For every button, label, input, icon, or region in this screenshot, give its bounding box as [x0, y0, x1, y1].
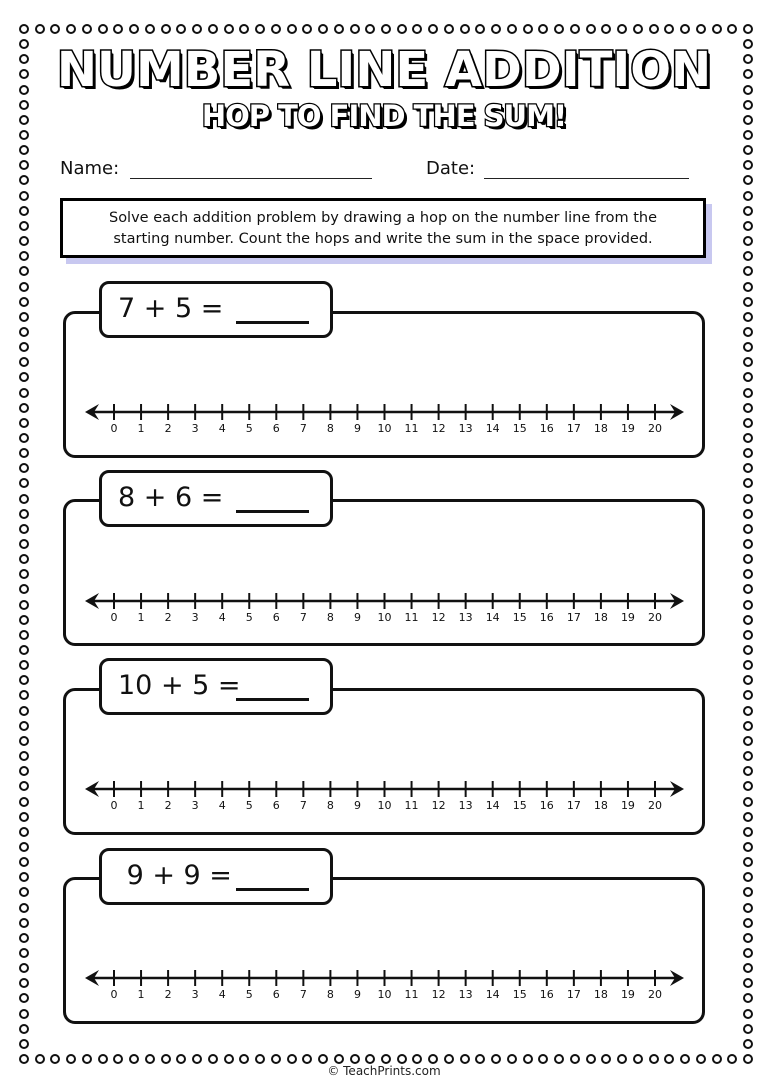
date-label: Date: — [426, 158, 476, 179]
tick-label: 15 — [512, 422, 527, 435]
tick-label: 15 — [512, 799, 527, 812]
border-dot — [444, 1054, 454, 1064]
border-dot — [176, 1054, 186, 1064]
border-dot — [192, 24, 202, 34]
border-dot — [743, 509, 753, 519]
border-dot — [743, 706, 753, 716]
border-dot — [19, 645, 29, 655]
tick-label: 14 — [485, 799, 500, 812]
border-dot — [19, 282, 29, 292]
border-dot — [19, 918, 29, 928]
tick-label: 18 — [593, 422, 608, 435]
number-line[interactable] — [0, 968, 768, 1018]
instructions-line-1: Solve each addition problem by drawing a hop on the number line from the — [108, 210, 657, 226]
border-dot — [66, 24, 76, 34]
tick-label: 1 — [137, 611, 145, 624]
border-dot — [19, 372, 29, 382]
tick-label: 17 — [566, 988, 581, 1001]
border-dot — [570, 1054, 580, 1064]
border-dot — [743, 342, 753, 352]
tick-label: 7 — [299, 799, 307, 812]
tick-label: 9 — [353, 611, 361, 624]
border-dot — [523, 24, 533, 34]
tick-label: 3 — [191, 611, 199, 624]
tick-label: 17 — [566, 422, 581, 435]
border-dot — [601, 24, 611, 34]
border-dot — [743, 645, 753, 655]
border-dot — [287, 24, 297, 34]
tick-label: 4 — [218, 799, 226, 812]
border-dot — [19, 842, 29, 852]
border-dot — [19, 766, 29, 776]
border-dot — [743, 282, 753, 292]
border-dot — [255, 1054, 265, 1064]
border-dot — [554, 24, 564, 34]
border-dot — [412, 24, 422, 34]
border-dot — [239, 24, 249, 34]
border-dot — [586, 24, 596, 34]
tick-label: 10 — [377, 988, 392, 1001]
border-dot — [743, 887, 753, 897]
equation-label — [99, 470, 333, 527]
tick-label: 3 — [191, 988, 199, 1001]
border-dot — [743, 372, 753, 382]
border-dot — [19, 478, 29, 488]
tick-label: 11 — [404, 988, 419, 1001]
tick-label: 2 — [164, 422, 172, 435]
border-dot — [113, 24, 123, 34]
tick-label: 13 — [458, 799, 473, 812]
border-dot — [633, 24, 643, 34]
equation-text: 9 + 9 = — [118, 860, 232, 891]
equation-label — [99, 658, 333, 715]
border-dot — [129, 24, 139, 34]
tick-label: 13 — [458, 611, 473, 624]
border-dot — [19, 388, 29, 398]
border-dot — [680, 24, 690, 34]
border-dot — [19, 872, 29, 882]
border-dot — [271, 24, 281, 34]
border-dot — [727, 24, 737, 34]
copyright-footer: © TeachPrints.com — [327, 1064, 441, 1078]
border-dot — [192, 1054, 202, 1064]
tick-label: 1 — [137, 988, 145, 1001]
tick-label: 15 — [512, 988, 527, 1001]
border-dot — [35, 24, 45, 34]
border-dot — [743, 145, 753, 155]
border-dot — [50, 24, 60, 34]
border-dot — [35, 1054, 45, 1064]
border-dot — [19, 721, 29, 731]
tick-label: 9 — [353, 988, 361, 1001]
name-label: Name: — [60, 158, 120, 179]
border-dot — [350, 1054, 360, 1064]
border-dot — [460, 1054, 470, 1064]
border-dot — [743, 175, 753, 185]
border-dot — [129, 1054, 139, 1064]
border-dot — [161, 24, 171, 34]
instructions-line-2: starting number. Count the hops and write the sum in the space provided. — [113, 231, 653, 247]
border-dot — [743, 478, 753, 488]
tick-label: 5 — [245, 799, 253, 812]
border-dot — [743, 357, 753, 367]
number-line[interactable] — [0, 779, 768, 829]
tick-label: 17 — [566, 611, 581, 624]
border-dot — [664, 1054, 674, 1064]
border-dot — [743, 903, 753, 913]
tick-label: 8 — [326, 988, 334, 1001]
tick-label: 0 — [110, 422, 118, 435]
border-dot — [19, 297, 29, 307]
tick-label: 19 — [620, 422, 635, 435]
border-dot — [743, 766, 753, 776]
tick-label: 20 — [648, 988, 662, 1001]
border-dot — [712, 1054, 722, 1064]
border-dot — [50, 1054, 60, 1064]
tick-label: 5 — [245, 422, 253, 435]
instructions-box — [60, 198, 706, 258]
border-dot — [19, 1024, 29, 1034]
tick-label: 2 — [164, 799, 172, 812]
equation-label — [99, 281, 333, 338]
tick-label: 12 — [431, 988, 446, 1001]
border-dot — [98, 24, 108, 34]
border-dot — [743, 266, 753, 276]
border-dot — [743, 933, 753, 943]
border-dot — [113, 1054, 123, 1064]
answer-blank[interactable] — [236, 510, 309, 513]
border-dot — [287, 1054, 297, 1064]
tick-label: 17 — [566, 799, 581, 812]
border-dot — [523, 1054, 533, 1064]
border-dot — [743, 388, 753, 398]
border-dot — [19, 524, 29, 534]
border-dot — [19, 342, 29, 352]
equation-text: 8 + 6 = — [118, 482, 224, 513]
border-dot — [19, 206, 29, 216]
tick-label: 16 — [539, 422, 554, 435]
tick-label: 4 — [218, 611, 226, 624]
border-dot — [19, 660, 29, 670]
tick-label: 13 — [458, 422, 473, 435]
tick-label: 18 — [593, 799, 608, 812]
border-dot — [743, 660, 753, 670]
tick-label: 10 — [377, 611, 392, 624]
border-dot — [19, 751, 29, 761]
border-dot — [19, 175, 29, 185]
border-dot — [145, 24, 155, 34]
border-dot — [743, 251, 753, 261]
tick-label: 9 — [353, 799, 361, 812]
border-dot — [743, 721, 753, 731]
border-dot — [538, 1054, 548, 1064]
tick-label: 18 — [593, 988, 608, 1001]
border-dot — [743, 236, 753, 246]
border-dot — [743, 675, 753, 685]
worksheet-title: NUMBER LINE ADDITION — [56, 42, 712, 98]
tick-label: 4 — [218, 988, 226, 1001]
tick-label: 9 — [353, 422, 361, 435]
answer-blank[interactable] — [236, 321, 309, 324]
border-dot — [712, 24, 722, 34]
border-dot — [19, 145, 29, 155]
border-dot — [224, 24, 234, 34]
border-dot — [475, 1054, 485, 1064]
answer-blank[interactable] — [236, 698, 309, 701]
border-dot — [743, 872, 753, 882]
tick-label: 7 — [299, 422, 307, 435]
tick-label: 0 — [110, 988, 118, 1001]
border-dot — [19, 1039, 29, 1049]
tick-label: 10 — [377, 799, 392, 812]
border-dot — [428, 24, 438, 34]
border-dot — [19, 887, 29, 897]
tick-label: 7 — [299, 988, 307, 1001]
tick-label: 6 — [272, 611, 280, 624]
border-dot — [460, 24, 470, 34]
border-dot — [743, 539, 753, 549]
border-dot — [601, 1054, 611, 1064]
tick-label: 12 — [431, 422, 446, 435]
tick-label: 13 — [458, 988, 473, 1001]
border-dot — [365, 24, 375, 34]
tick-label: 20 — [648, 799, 662, 812]
equation-label — [99, 848, 333, 905]
border-dot — [743, 191, 753, 201]
border-dot — [743, 24, 753, 34]
border-dot — [397, 1054, 407, 1064]
border-dot — [412, 1054, 422, 1064]
border-dot — [664, 24, 674, 34]
border-dot — [302, 24, 312, 34]
tick-label: 8 — [326, 799, 334, 812]
border-dot — [19, 266, 29, 276]
tick-label: 14 — [485, 422, 500, 435]
number-line[interactable] — [0, 402, 768, 452]
border-dot — [743, 327, 753, 337]
border-dot — [680, 1054, 690, 1064]
tick-label: 14 — [485, 988, 500, 1001]
border-dot — [19, 857, 29, 867]
border-dot — [302, 1054, 312, 1064]
tick-label: 5 — [245, 988, 253, 1001]
tick-label: 11 — [404, 422, 419, 435]
border-dot — [318, 1054, 328, 1064]
border-dot — [743, 842, 753, 852]
border-dot — [19, 569, 29, 579]
border-dot — [696, 24, 706, 34]
tick-label: 19 — [620, 799, 635, 812]
answer-blank[interactable] — [236, 888, 309, 891]
border-dot — [19, 327, 29, 337]
border-dot — [98, 1054, 108, 1064]
border-dot — [743, 948, 753, 958]
number-line[interactable] — [0, 591, 768, 641]
border-dot — [743, 736, 753, 746]
border-dot — [19, 736, 29, 746]
border-dot — [538, 24, 548, 34]
border-dot — [743, 569, 753, 579]
border-dot — [491, 1054, 501, 1064]
border-dot — [617, 24, 627, 34]
border-dot — [145, 1054, 155, 1064]
tick-label: 11 — [404, 611, 419, 624]
tick-label: 18 — [593, 611, 608, 624]
border-dot — [19, 24, 29, 34]
border-dot — [743, 221, 753, 231]
border-dot — [633, 1054, 643, 1064]
tick-label: 14 — [485, 611, 500, 624]
border-dot — [743, 1054, 753, 1064]
border-dot — [743, 1024, 753, 1034]
border-dot — [696, 1054, 706, 1064]
border-dot — [649, 24, 659, 34]
tick-label: 12 — [431, 799, 446, 812]
tick-label: 8 — [326, 611, 334, 624]
border-dot — [743, 1039, 753, 1049]
tick-label: 16 — [539, 611, 554, 624]
tick-label: 8 — [326, 422, 334, 435]
tick-label: 16 — [539, 988, 554, 1001]
border-dot — [224, 1054, 234, 1064]
tick-label: 0 — [110, 799, 118, 812]
border-dot — [743, 690, 753, 700]
border-dot — [19, 706, 29, 716]
tick-label: 19 — [620, 988, 635, 1001]
border-dot — [727, 1054, 737, 1064]
border-dot — [19, 690, 29, 700]
border-dot — [19, 903, 29, 913]
border-dot — [19, 463, 29, 473]
equation-text: 10 + 5 = — [118, 670, 241, 701]
border-dot — [491, 24, 501, 34]
border-dot — [19, 160, 29, 170]
border-dot — [649, 1054, 659, 1064]
tick-label: 2 — [164, 611, 172, 624]
name-field[interactable] — [130, 178, 372, 179]
border-dot — [334, 24, 344, 34]
border-dot — [255, 24, 265, 34]
tick-label: 19 — [620, 611, 635, 624]
tick-label: 7 — [299, 611, 307, 624]
tick-label: 6 — [272, 799, 280, 812]
border-dot — [19, 509, 29, 519]
border-dot — [318, 24, 328, 34]
border-dot — [19, 675, 29, 685]
border-dot — [743, 160, 753, 170]
tick-label: 20 — [648, 611, 662, 624]
border-dot — [66, 1054, 76, 1064]
date-field[interactable] — [484, 178, 689, 179]
border-dot — [19, 221, 29, 231]
tick-label: 3 — [191, 799, 199, 812]
tick-label: 11 — [404, 799, 419, 812]
border-dot — [19, 191, 29, 201]
border-dot — [743, 206, 753, 216]
border-dot — [161, 1054, 171, 1064]
border-dot — [507, 1054, 517, 1064]
tick-label: 1 — [137, 422, 145, 435]
tick-label: 4 — [218, 422, 226, 435]
border-dot — [381, 24, 391, 34]
worksheet-subtitle: HOP TO FIND THE SUM! — [201, 99, 567, 133]
border-dot — [365, 1054, 375, 1064]
border-dot — [19, 357, 29, 367]
tick-label: 10 — [377, 422, 392, 435]
border-dot — [743, 751, 753, 761]
border-dot — [743, 524, 753, 534]
border-dot — [19, 554, 29, 564]
border-dot — [743, 463, 753, 473]
border-dot — [19, 251, 29, 261]
tick-label: 0 — [110, 611, 118, 624]
border-dot — [586, 1054, 596, 1064]
border-dot — [208, 24, 218, 34]
tick-label: 5 — [245, 611, 253, 624]
border-dot — [743, 312, 753, 322]
tick-label: 15 — [512, 611, 527, 624]
border-dot — [570, 24, 580, 34]
equation-text: 7 + 5 = — [118, 293, 224, 324]
border-dot — [334, 1054, 344, 1064]
border-dot — [19, 1054, 29, 1064]
border-dot — [428, 1054, 438, 1064]
tick-label: 20 — [648, 422, 662, 435]
border-dot — [475, 24, 485, 34]
tick-label: 1 — [137, 799, 145, 812]
border-dot — [617, 1054, 627, 1064]
border-dot — [507, 24, 517, 34]
border-dot — [381, 1054, 391, 1064]
border-dot — [82, 1054, 92, 1064]
border-dot — [350, 24, 360, 34]
tick-label: 12 — [431, 611, 446, 624]
border-dot — [743, 297, 753, 307]
border-dot — [19, 494, 29, 504]
border-dot — [82, 24, 92, 34]
border-dot — [19, 933, 29, 943]
border-dot — [19, 948, 29, 958]
border-dot — [743, 554, 753, 564]
border-dot — [19, 312, 29, 322]
border-dot — [554, 1054, 564, 1064]
border-dot — [239, 1054, 249, 1064]
tick-label: 2 — [164, 988, 172, 1001]
tick-label: 6 — [272, 988, 280, 1001]
border-dot — [176, 24, 186, 34]
border-dot — [19, 539, 29, 549]
tick-label: 3 — [191, 422, 199, 435]
border-dot — [444, 24, 454, 34]
border-dot — [208, 1054, 218, 1064]
tick-label: 16 — [539, 799, 554, 812]
border-dot — [743, 918, 753, 928]
border-dot — [271, 1054, 281, 1064]
border-dot — [743, 494, 753, 504]
border-dot — [19, 236, 29, 246]
border-dot — [743, 857, 753, 867]
tick-label: 6 — [272, 422, 280, 435]
border-dot — [397, 24, 407, 34]
